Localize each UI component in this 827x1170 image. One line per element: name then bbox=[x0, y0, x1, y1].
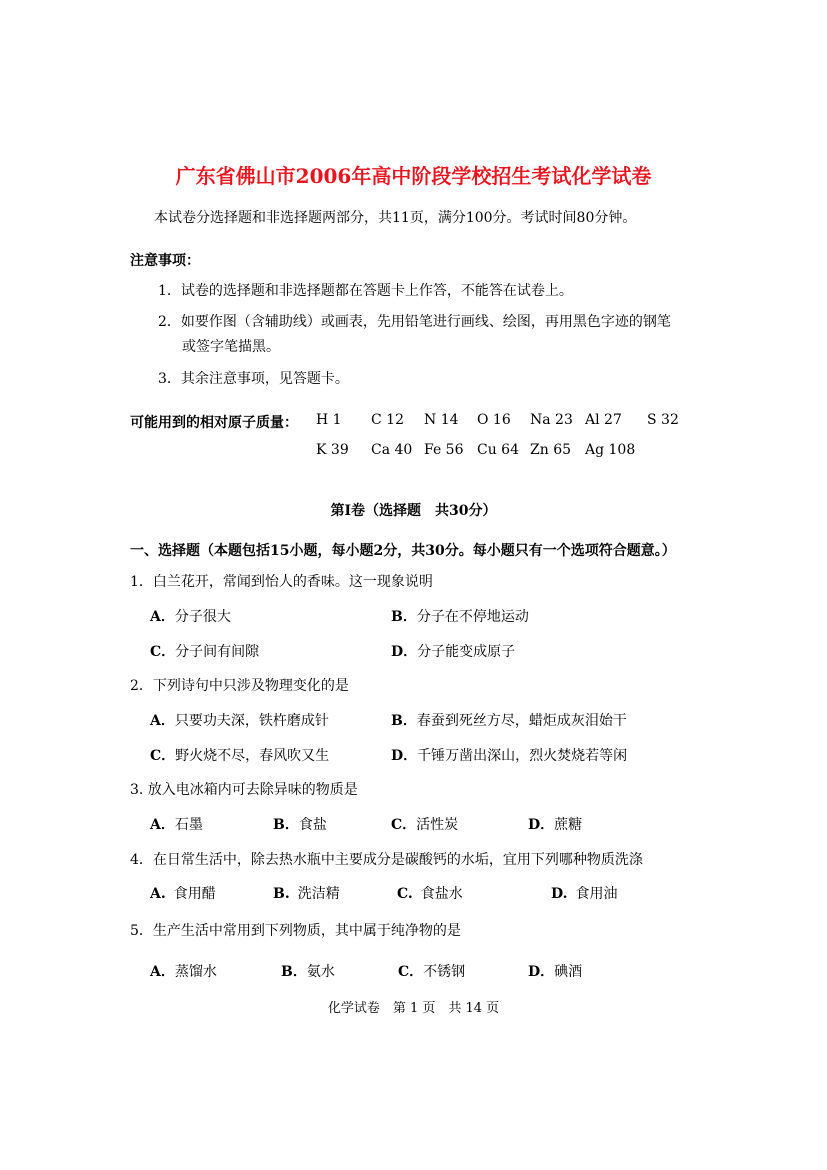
option bbox=[150, 641, 259, 661]
intro-text: 本试卷分选择题和非选择题两部分，共11页，满分100分。考试时间80分钟。 bbox=[154, 210, 637, 226]
option-text: 食盐 bbox=[298, 817, 327, 833]
note-item-continued: 或签字笔描黑。 bbox=[182, 339, 280, 355]
notes-heading: 注意事项： bbox=[130, 253, 200, 269]
option-text: 千锤万凿出深山，烈火焚烧若等闲 bbox=[417, 748, 628, 764]
page-title: 广东省佛山市2006年高中阶段学校招生考试化学试卷 bbox=[175, 164, 652, 188]
atomic-mass-entry: N 14 bbox=[424, 412, 459, 428]
option-key: B． bbox=[273, 817, 299, 833]
option-key: B． bbox=[391, 609, 417, 625]
option bbox=[150, 814, 203, 834]
atomic-mass-entry: Ag 108 bbox=[585, 442, 636, 458]
option bbox=[150, 710, 329, 730]
option bbox=[273, 814, 327, 834]
option-key: C． bbox=[150, 644, 176, 660]
option-key: A． bbox=[150, 713, 175, 729]
question-stem: 4．在日常生活中，除去热水瓶中主要成分是碳酸钙的水垢，宜用下列哪种物质洗涤 bbox=[130, 852, 643, 868]
option bbox=[150, 961, 217, 981]
note-item: 3．其余注意事项，见答题卡。 bbox=[158, 371, 349, 387]
atomic-mass-entry: S 32 bbox=[647, 412, 679, 428]
option-key: B． bbox=[281, 964, 307, 980]
option-text: 洗洁精 bbox=[297, 886, 340, 902]
option-key: A. bbox=[150, 886, 166, 902]
option-text: 分子间有间隙 bbox=[175, 644, 260, 660]
note-item: 2．如要作图（含辅助线）或画表，先用铅笔进行画线、绘图，再用黑色字迹的钢笔 bbox=[158, 314, 671, 330]
atomic-mass-entry: C 12 bbox=[371, 412, 404, 428]
atomic-mass-entry: Fe 56 bbox=[424, 442, 464, 458]
question-stem: 2．下列诗句中只涉及物理变化的是 bbox=[130, 678, 349, 694]
option-text: 分子能变成原子 bbox=[417, 644, 516, 660]
option-text: 食用醋 bbox=[173, 886, 216, 902]
option-key: A． bbox=[150, 609, 175, 625]
option bbox=[150, 883, 216, 903]
atomic-mass-entry: Cu 64 bbox=[477, 442, 519, 458]
option bbox=[391, 814, 458, 834]
option bbox=[391, 710, 627, 730]
option bbox=[391, 745, 627, 765]
option-text: 食盐水 bbox=[420, 886, 463, 902]
option bbox=[273, 883, 340, 903]
option-text: 不锈钢 bbox=[423, 964, 466, 980]
option-text: 石墨 bbox=[174, 817, 203, 833]
option-key: D. bbox=[551, 886, 568, 902]
option-key: D． bbox=[391, 644, 418, 660]
option-text: 蒸馏水 bbox=[174, 964, 217, 980]
option-key: B. bbox=[273, 886, 290, 902]
option bbox=[391, 641, 515, 661]
atomic-mass-entry: O 16 bbox=[477, 412, 511, 428]
section-title: 第I卷（选择题 共30分） bbox=[330, 503, 497, 519]
option bbox=[528, 814, 582, 834]
option bbox=[391, 606, 529, 626]
option bbox=[150, 606, 231, 626]
option-text: 野火烧不尽，春风吹又生 bbox=[175, 748, 330, 764]
atomic-mass-entry: Al 27 bbox=[585, 412, 622, 428]
option-text: 活性炭 bbox=[416, 817, 459, 833]
question-stem: 5．生产生活中常用到下列物质，其中属于纯净物的是 bbox=[130, 923, 461, 939]
option-key: D． bbox=[528, 817, 555, 833]
option bbox=[397, 883, 463, 903]
part-heading: 一、选择题（本题包括15小题，每小题2分，共30分。每小题只有一个选项符合题意。） bbox=[130, 543, 676, 559]
question-stem: 1．白兰花开，常闻到怡人的香味。这一现象说明 bbox=[130, 574, 433, 590]
atomic-mass-label: 可能用到的相对原子质量： bbox=[130, 415, 298, 431]
atomic-mass-entry: H 1 bbox=[316, 412, 342, 428]
page-footer: 化学试卷 第 1 页 共 14 页 bbox=[327, 1001, 500, 1016]
atomic-mass-entry: K 39 bbox=[316, 442, 349, 458]
option-text: 蔗糖 bbox=[554, 817, 583, 833]
option-key: D． bbox=[528, 964, 555, 980]
atomic-mass-entry: Na 23 bbox=[530, 412, 573, 428]
option-key: B． bbox=[391, 713, 417, 729]
option bbox=[528, 961, 582, 981]
option bbox=[398, 961, 465, 981]
question-stem: 3. 放入电冰箱内可去除异味的物质是 bbox=[130, 782, 358, 798]
option bbox=[150, 745, 329, 765]
option-key: A． bbox=[150, 817, 175, 833]
option bbox=[551, 883, 618, 903]
option-text: 分子在不停地运动 bbox=[416, 609, 529, 625]
note-item: 1．试卷的选择题和非选择题都在答题卡上作答，不能答在试卷上。 bbox=[158, 283, 573, 299]
option-key: C. bbox=[397, 886, 413, 902]
option-key: A． bbox=[150, 964, 175, 980]
atomic-mass-entry: Zn 65 bbox=[530, 442, 572, 458]
atomic-mass-entry: Ca 40 bbox=[371, 442, 413, 458]
option-text: 分子很大 bbox=[174, 609, 231, 625]
option-text: 春蚕到死丝方尽，蜡炬成灰泪始干 bbox=[416, 713, 627, 729]
option-key: C． bbox=[398, 964, 424, 980]
option-text: 只要功夫深，铁杵磨成针 bbox=[174, 713, 329, 729]
option-key: C． bbox=[391, 817, 417, 833]
option-key: C． bbox=[150, 748, 176, 764]
option-text: 碘酒 bbox=[554, 964, 583, 980]
option-text: 食用油 bbox=[575, 886, 618, 902]
option-key: D． bbox=[391, 748, 418, 764]
option-text: 氨水 bbox=[306, 964, 335, 980]
option bbox=[281, 961, 335, 981]
